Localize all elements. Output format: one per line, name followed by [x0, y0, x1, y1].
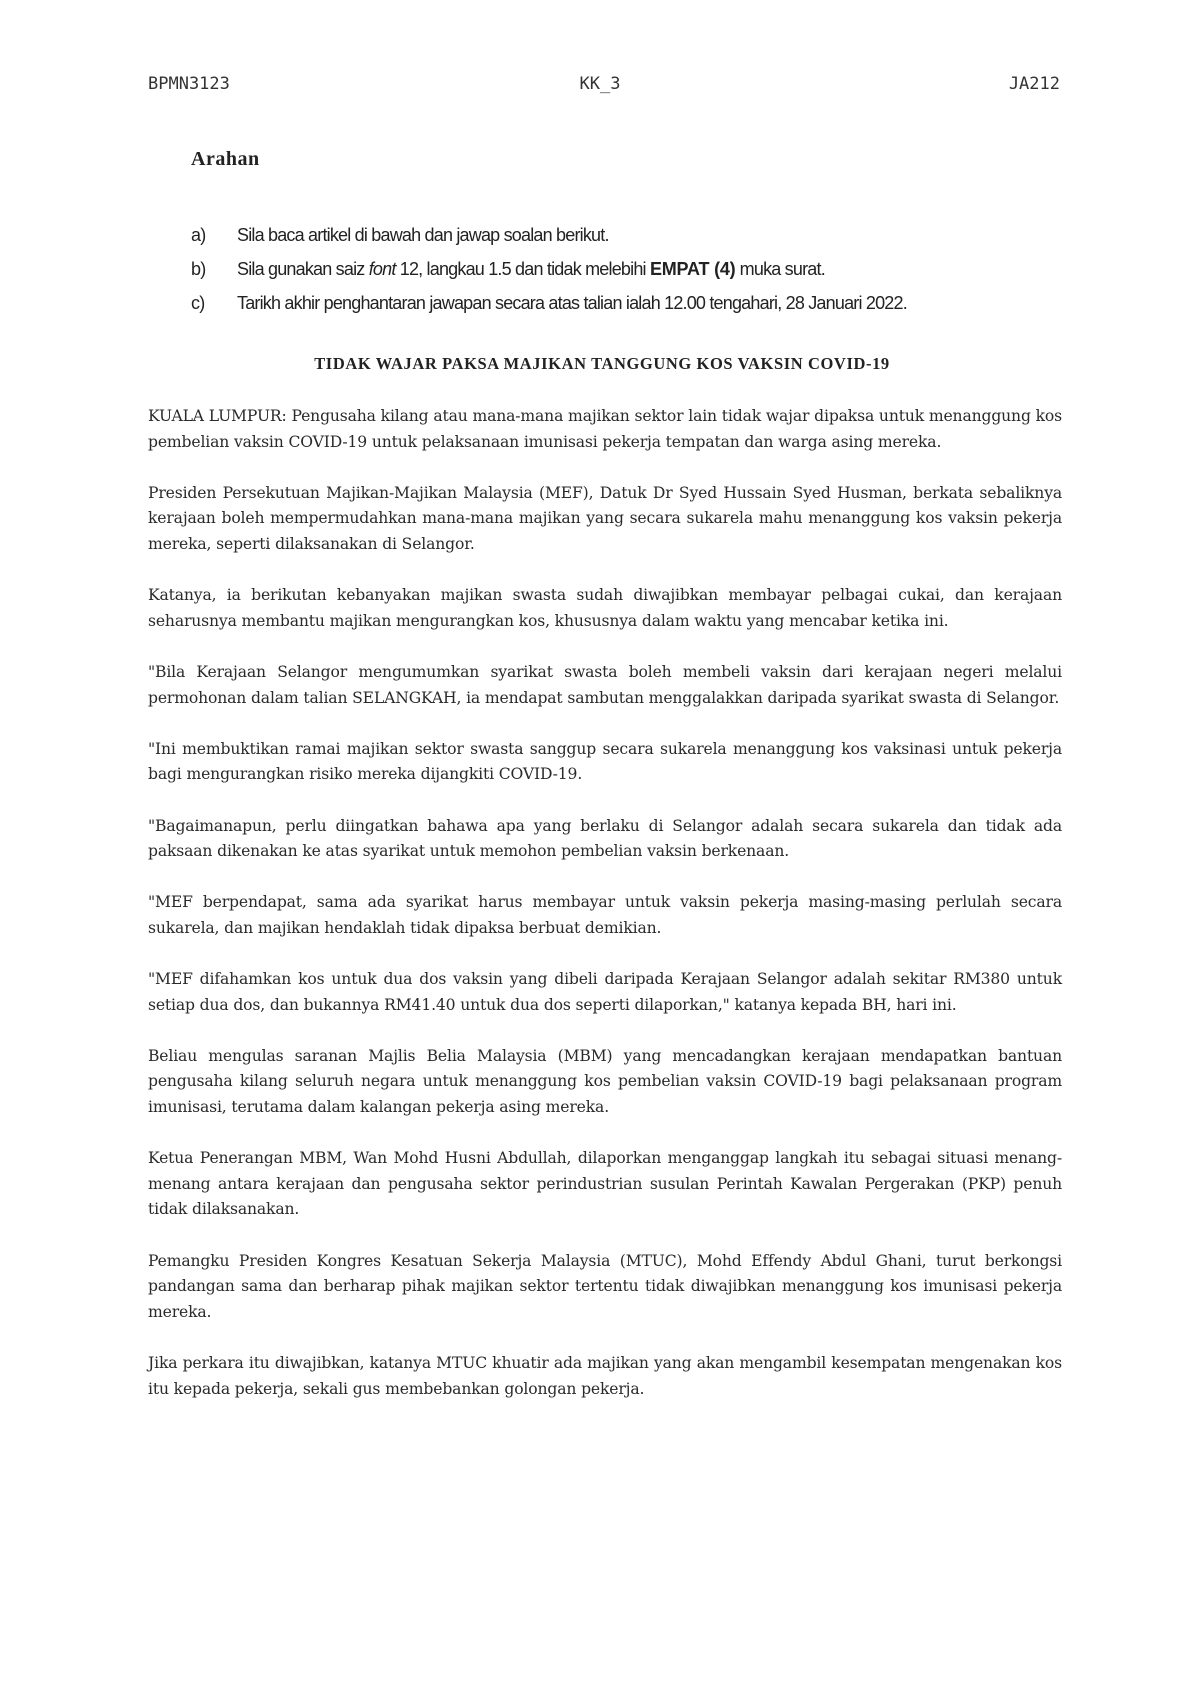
instruction-key: a) [191, 225, 206, 245]
header-course-code: BPMN3123 [148, 74, 230, 94]
article-paragraph: Katanya, ia berikutan kebanyakan majikan swasta sudah diwajibkan membayar pelbagai cukai, dan kerajaan seharusnya membantu majikan mengurangkan kos, khususnya dalam waktu yang mencabar ketika ini. [148, 586, 1062, 630]
instructions-list [191, 218, 1061, 320]
article-paragraph: Presiden Persekutuan Majikan-Majikan Malaysia (MEF), Datuk Dr Syed Hussain Syed Husman, berkata sebaliknya kerajaan boleh mempermudahkan mana-mana majikan yang secara sukarela mahu menanggung kos vaksin pekerja mereka, seperti dilaksanakan di Selangor. [148, 483, 1062, 553]
article-paragraph: Jika perkara itu diwajibkan, katanya MTUC khuatir ada majikan yang akan mengambil kesempatan mengenakan kos itu kepada pekerja, sekali gus membebankan golongan pekerja. [148, 1353, 1062, 1398]
instruction-text [237, 252, 825, 286]
article-title: TIDAK WAJAR PAKSA MAJIKAN TANGGUNG KOS VAKSIN COVID-19 [314, 354, 890, 373]
article-paragraph: Ketua Penerangan MBM, Wan Mohd Husni Abdullah, dilaporkan menganggap langkah itu sebagai situasi menang-menang antara kerajaan dan pengusaha sektor perindustrian susulan Perintah Kawalan Pergerakan (PKP) penuh tidak dilaksanakan. [148, 1149, 1062, 1219]
instruction-text-post: muka surat. [735, 259, 825, 279]
instruction-item-c [191, 286, 1061, 320]
article-paragraph: "Bila Kerajaan Selangor mengumumkan syarikat swasta boleh membeli vaksin dari kerajaan negeri melalui permohonan dalam talian SELANGKAH, ia mendapat sambutan menggalakkan daripada syarikat swasta di Selangor. [148, 662, 1062, 707]
article-paragraph: "MEF difahamkan kos untuk dua dos vaksin yang dibeli daripada Kerajaan Selangor adalah sekitar RM380 untuk setiap dua dos, dan bukannya RM41.40 untuk dua dos seperti dilaporkan," katanya kepada BH, hari ini. [148, 970, 1062, 1014]
instruction-item-b [191, 252, 1061, 286]
article-paragraph: "Ini membuktikan ramai majikan sektor swasta sanggup secara sukarela menanggung kos vaksinasi untuk pekerja bagi mengurangkan risiko mereka dijangkiti COVID-19. [148, 739, 1062, 784]
instruction-text-mid: 12, langkau 1.5 dan tidak melebihi [395, 259, 650, 279]
instruction-text: Sila baca artikel di bawah dan jawap soalan berikut. [237, 225, 609, 245]
article-body [148, 404, 1062, 1428]
instruction-text-bold: EMPAT (4) [649, 259, 736, 279]
article-paragraph: KUALA LUMPUR: Pengusaha kilang atau mana-mana majikan sektor lain tidak wajar dipaksa untuk menanggung kos pembelian vaksin COVID-19 untuk pelaksanaan imunisasi pekerja tempatan dan warga asing mereka. [148, 407, 1062, 451]
article-paragraph: Beliau mengulas saranan Majlis Belia Malaysia (MBM) yang mencadangkan kerajaan mendapatkan bantuan pengusaha kilang seluruh negara untuk menanggung kos pembelian vaksin COVID-19 bagi pelaksanaan program imunisasi, terutama dalam kalangan pekerja asing mereka. [148, 1046, 1062, 1117]
instruction-key: c) [191, 293, 205, 313]
instruction-key: b) [191, 259, 206, 279]
article-paragraph: "MEF berpendapat, sama ada syarikat harus membayar untuk vaksin pekerja masing-masing perlulah secara sukarela, dan majikan hendaklah tidak dipaksa berbuat demikian. [148, 893, 1062, 937]
article-paragraph: "Bagaimanapun, perlu diingatkan bahawa apa yang berlaku di Selangor adalah secara sukarela dan tidak ada paksaan dikenakan ke atas syarikat untuk memohon pembelian vaksin berkenaan. [148, 816, 1062, 861]
article-paragraph: Pemangku Presiden Kongres Kesatuan Sekerja Malaysia (MTUC), Mohd Effendy Abdul Ghani, turut berkongsi pandangan sama dan berharap pihak majikan sektor tertentu tidak diwajibkan menanggung kos imunisasi pekerja mereka. [148, 1251, 1062, 1321]
instructions-heading: Arahan [191, 148, 260, 170]
instruction-text: Tarikh akhir penghantaran jawapan secara atas talian ialah 12.00 tengahari, 28 Januari 2022. [237, 293, 907, 313]
instruction-item-a [191, 218, 1061, 252]
instruction-text-pre: Sila gunakan saiz [237, 259, 369, 279]
header-right-code: JA212 [1008, 74, 1060, 94]
instruction-text-italic: font [368, 259, 396, 279]
header-center-code: KK_3 [579, 74, 621, 94]
